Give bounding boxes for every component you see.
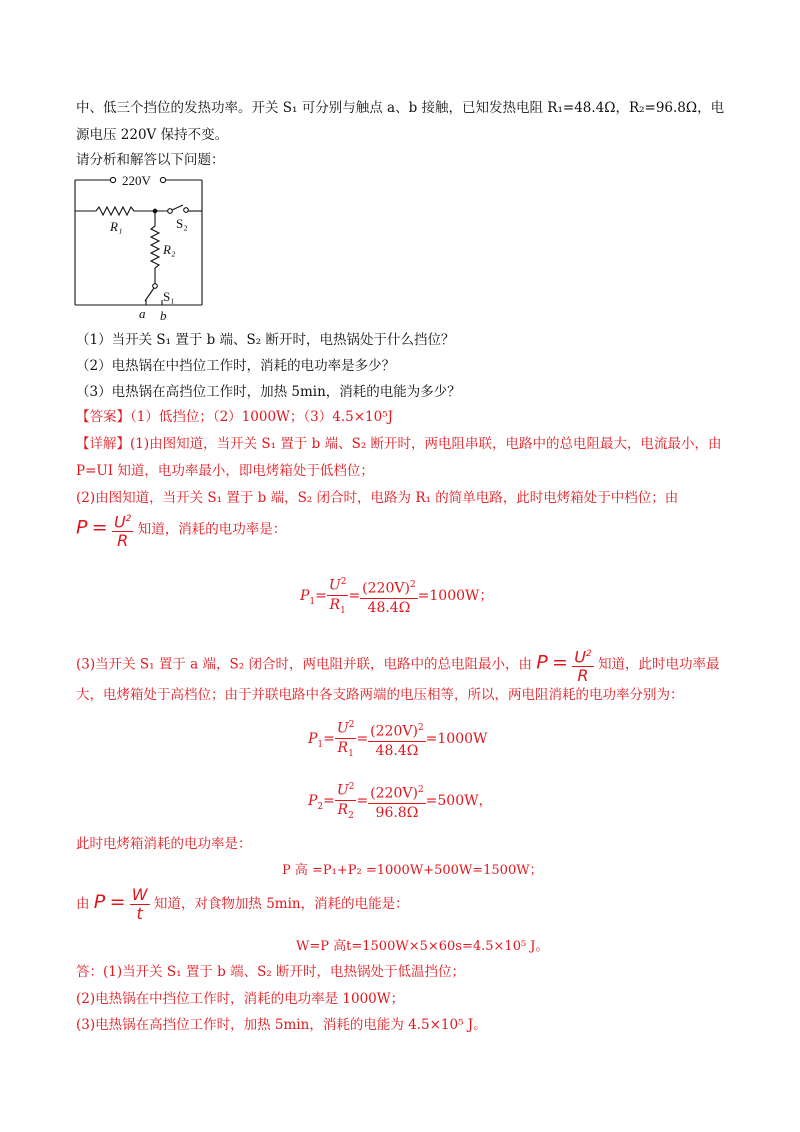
intro-line-1: 中、低三个挡位的发热功率。开关 S₁ 可分别与触点 a、b 接触，已知发热电阻 R₁=48.4Ω，R₂=96.8Ω，电	[76, 100, 725, 116]
detail-p3-line2: 大，电烤箱处于高档位；由于并联电路中各支路两端的电压相等，所以，两电阻消耗的电功率分别为：	[76, 687, 684, 703]
detail-p5: 由 P = $\frac{W}{t}$ 知道，对食物加热 5min，消耗的电能是：	[76, 885, 409, 923]
p2-suffix: 知道，消耗的电功率是：	[137, 521, 287, 538]
equation-5: W=P 高t=1500W×5×60s=4.5×10⁵ J。	[296, 939, 549, 954]
p5-prefix: 由	[76, 896, 90, 912]
conclusion-1: 答：(1)当开关 S₁ 置于 b 端、S₂ 断开时，电热锅处于低温挡位；	[76, 964, 466, 980]
eq2-result: =1000W	[425, 731, 488, 748]
p5-suffix: 知道，对食物加热 5min，消耗的电能是：	[153, 896, 409, 912]
detail-p1-line1: 【详解】(1)由图知道，当开关 S₁ 置于 b 端、S₂ 断开时，两电阻串联，电路中的总电阻最大，电流最小，由	[76, 436, 722, 452]
s1-label: S₁	[163, 289, 175, 304]
circuit-diagram	[70, 168, 210, 323]
p3-suffix: 知道，此时电功率最	[597, 656, 720, 673]
equation-4: P 高 =P₁+P₂ =1000W+500W=1500W；	[282, 863, 543, 878]
r1-label: R₁	[110, 219, 123, 234]
detail-p2-line1: (2)由图知道，当开关 S₁ 置于 b 端，S₂ 闭合时，电路为 R₁ 的简单电路，此时电烤箱处于中档位；由	[76, 490, 679, 506]
detail-p3-line1: (3)当开关 S₁ 置于 a 端，S₂ 闭合时，两电阻并联，电路中的总电阻最小，由 P = $\frac{U^2}{R}$ 知道，此时电功率最	[76, 645, 719, 685]
conclusion-3: (3)电热锅在高挡位工作时，加热 5min，消耗的电能为 4.5×10⁵ J。	[76, 1017, 487, 1033]
contact-a-label: a	[139, 306, 146, 321]
question-1: （1）当开关 S₁ 置于 b 端、S₂ 断开时，电热锅处于什么挡位？	[76, 332, 455, 348]
equation-3: $P_2=$ $\frac{U^2}{R_2}$ = $\frac{(220V)^2}{96.8\Omega}$ =500W，	[308, 778, 493, 824]
detail-p2-line2: P = $\frac{U^2}{R}$ 知道，消耗的电功率是：	[76, 510, 286, 550]
contact-b-label: b	[160, 308, 167, 323]
eq3-result: =500W，	[425, 793, 493, 810]
equation-1: $P_1=$ $\frac{U^2}{R_1}$ = $\frac{(220V)^2}{48.4\Omega}$ =1000W；	[300, 573, 493, 619]
s2-label: S₂	[176, 216, 188, 231]
prompt-text: 请分析和解答以下问题：	[76, 152, 225, 168]
equation-2: $P_1=$ $\frac{U^2}{R_1}$ = $\frac{(220V)^2}{48.4\Omega}$ =1000W	[308, 716, 487, 762]
conclusion-2: (2)电热锅在中挡位工作时，消耗的电功率是 1000W；	[76, 991, 405, 1007]
detail-p4: 此时电烤箱消耗的电功率是：	[76, 836, 252, 852]
voltage-label: 220V	[122, 173, 151, 188]
p3-prefix: (3)当开关 S₁ 置于 a 端，S₂ 闭合时，两电阻并联，电路中的总电阻最小，由	[76, 656, 532, 673]
eq1-result: =1000W；	[417, 588, 494, 605]
answer-line: 【答案】（1）低挡位；（2）1000W；（3）4.5×10⁵J	[76, 409, 394, 425]
question-2: （2）电热锅在中挡位工作时，消耗的电功率是多少？	[76, 358, 396, 374]
detail-p1-line2: P=UI 知道，电功率最小，即电烤箱处于低档位；	[76, 463, 374, 479]
r2-label: R₂	[163, 242, 176, 257]
intro-line-2: 源电压 220V 保持不变。	[76, 127, 229, 143]
question-3: （3）电热锅在高挡位工作时，加热 5min，消耗的电能为多少？	[76, 384, 461, 400]
